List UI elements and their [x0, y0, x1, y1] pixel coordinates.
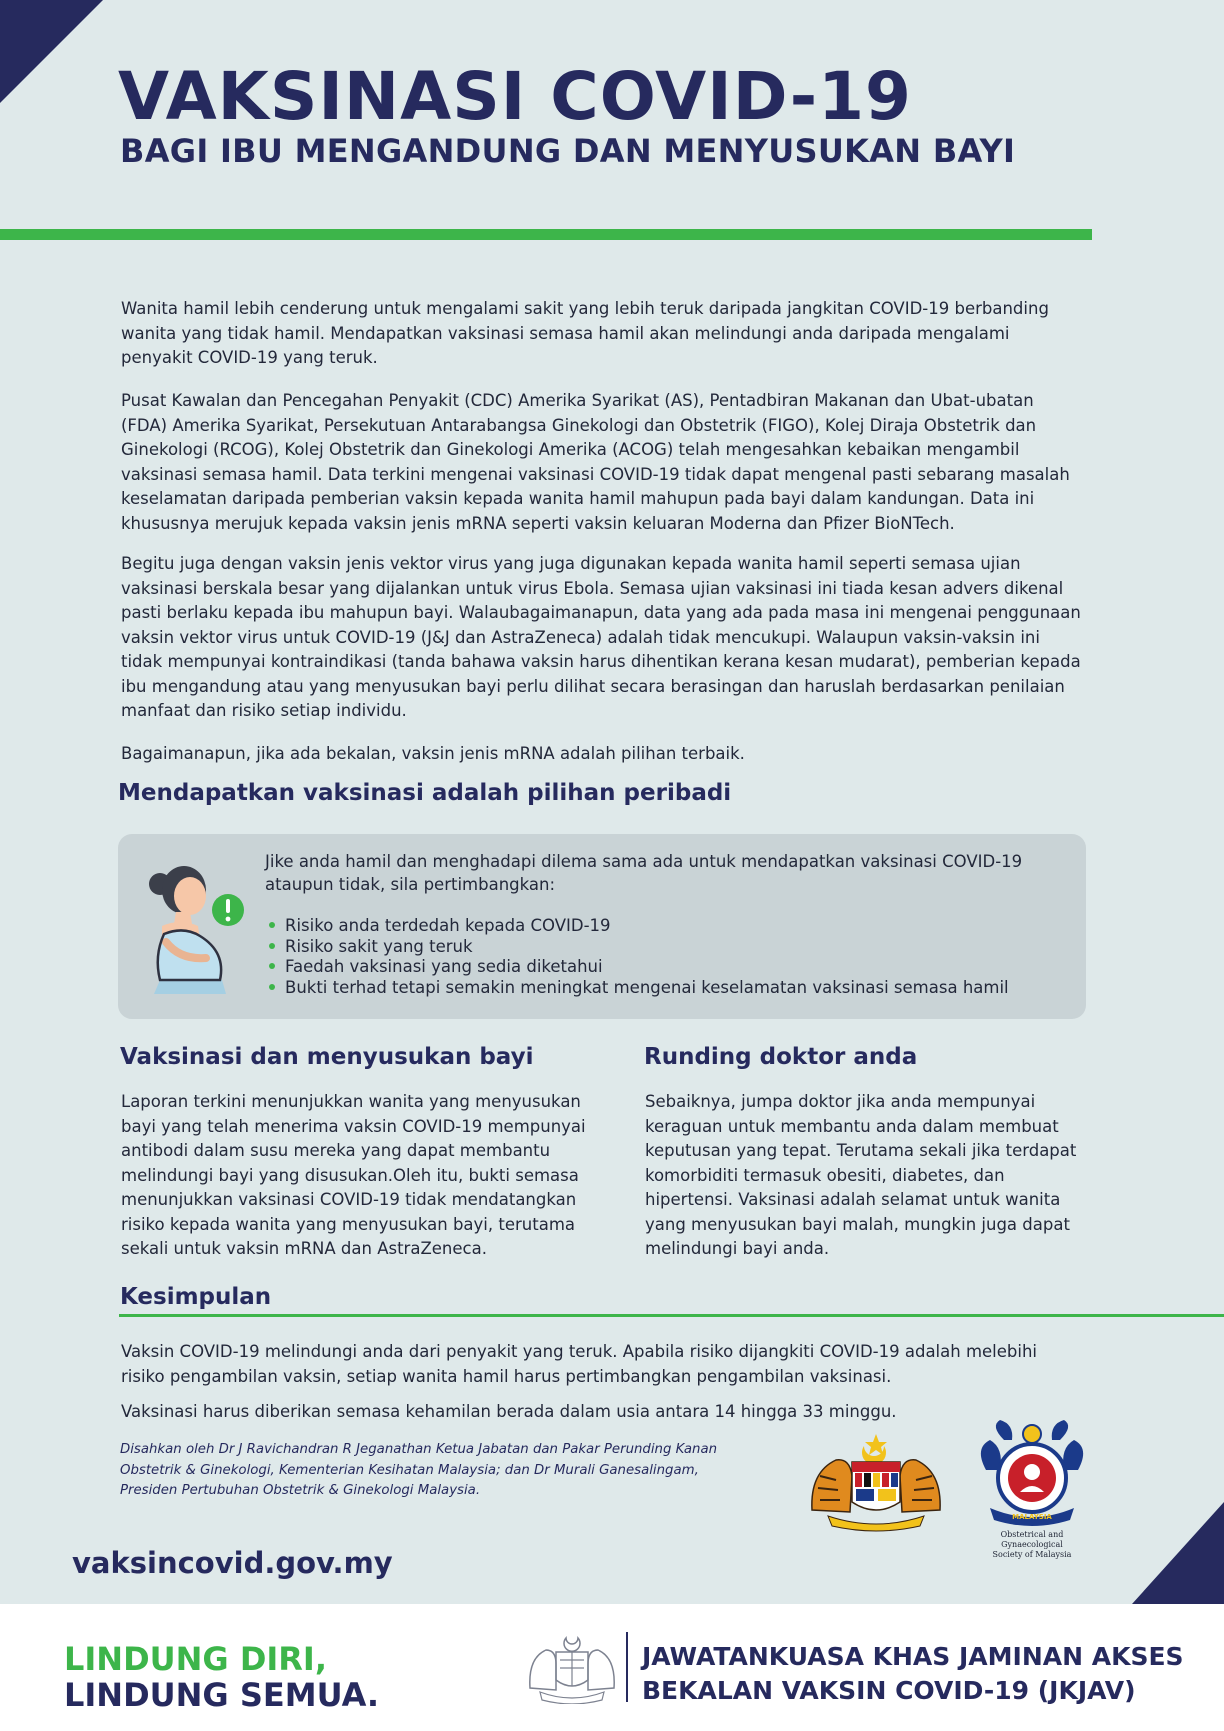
intro-paragraph-1: Wanita hamil lebih cenderung untuk mengalami sakit yang lebih teruk daripada jangkitan COVID-19 berbanding wanita yang tidak hamil. Mendapatkan vaksinasi semasa hamil akan melindungi anda daripada mengalami penyakit COVID-19 yang teruk. [121, 299, 1049, 367]
list-item-label: Faedah vaksinasi yang sedia diketahui [285, 957, 603, 976]
corner-triangle-top-left [0, 0, 103, 103]
choice-callout [118, 834, 1086, 1019]
intro-paragraph-2: Pusat Kawalan dan Pencegahan Penyakit (CDC) Amerika Syarikat (AS), Pentadbiran Makanan dan Ubat-ubatan (FDA) Amerika Syarikat, Persekutuan Antarabangsa Ginekologi dan Obstetrik (FIGO), Kolej Diraja Obstetrik dan Ginekologi (RCOG), Kolej Obstetrik dan Ginekologi Amerika (ACOG) telah mengesahkan kebaikan mengambil vaksinasi semasa hamil. Data terkini mengenai vaksinasi COVID-19 tidak dapat mengenal pasti sebarang masalah keselamatan daripada pemberian vaksin kepada wanita hamil mahupun pada bayi dalam kandungan. Data ini khususnya merujuk kepada vaksin jenis mRNA seperti vaksin keluaran Moderna dan Pfizer BioNTech. [121, 391, 1070, 533]
list-item [265, 957, 1009, 978]
ogsm-logo-icon [970, 1418, 1094, 1530]
ogsm-logo [970, 1418, 1094, 1558]
header-divider [0, 229, 1092, 240]
choice-intro: Jike anda hamil dan menghadapi dilema sama ada untuk mendapatkan vaksinasi COVID-19 ataupun tidak, sila pertimbangkan: [265, 852, 1023, 894]
ogsm-caption-line-2: Society of Malaysia [992, 1550, 1072, 1559]
list-item-label: Bukti terhad tetapi semakin meningkat mengenai keselamatan vaksinasi semasa hamil [285, 977, 1009, 997]
conclusion-paragraph-2: Vaksinasi harus diberikan semasa kehamilan berada dalam usia antara 14 hingga 33 minggu. [121, 1402, 897, 1421]
list-item [265, 916, 1009, 937]
committee-line-2: BEKALAN VAKSIN COVID-19 (JKJAV) [642, 1676, 1136, 1705]
svg-text:MALAYSIA: MALAYSIA [1012, 1513, 1052, 1521]
list-item-label: Risiko anda terdedah kepada COVID-19 [285, 916, 611, 935]
conclusion-divider [119, 1314, 1224, 1317]
breastfeeding-heading: Vaksinasi dan menyusukan bayi [120, 1044, 534, 1070]
choice-heading: Mendapatkan vaksinasi adalah pilihan peribadi [118, 780, 732, 806]
footer-divider [626, 1632, 628, 1702]
pregnant-woman-icon [140, 856, 250, 996]
choice-list [265, 916, 1009, 998]
breastfeeding-body: Laporan terkini menunjukkan wanita yang menyusukan bayi yang telah menerima vaksin COVID-19 mempunyai antibodi dalam susu mereka yang dapat membantu melindungi bayi yang disusukan.Oleh itu, bukti semasa menunjukkan vaksinasi COVID-19 tidak mendatangkan risiko kepada wanita yang menyusukan bayi, terutama sekali untuk vaksin mRNA dan AstraZeneca. [121, 1092, 586, 1258]
list-item-label: Risiko sakit yang teruk [285, 936, 473, 956]
slogan-line-1: LINDUNG DIRI, [64, 1640, 327, 1678]
committee-line-1: JAWATANKUASA KHAS JAMINAN AKSES [642, 1642, 1184, 1671]
ogsm-caption [970, 1530, 1094, 1560]
doctor-heading: Runding doktor anda [644, 1044, 918, 1070]
list-item [265, 937, 1009, 958]
bullet-icon [269, 984, 275, 990]
malaysia-coat-of-arms-icon [806, 1432, 946, 1532]
malaysia-coat-of-arms-icon [526, 1630, 618, 1704]
bullet-icon [269, 963, 275, 969]
page-subtitle: BAGI IBU MENGANDUNG DAN MENYUSUKAN BAYI [120, 132, 1016, 170]
intro-paragraph-4: Bagaimanapun, jika ada bekalan, vaksin jenis mRNA adalah pilihan terbaik. [121, 744, 745, 763]
slogan-line-2: LINDUNG SEMUA. [64, 1676, 380, 1714]
bullet-icon [269, 943, 275, 949]
intro-paragraph-3: Begitu juga dengan vaksin jenis vektor virus yang juga digunakan kepada wanita hamil seperti semasa ujian vaksinasi berskala besar yang dijalankan untuk virus Ebola. Semasa ujian vaksinasi ini tiada kesan advers dikenal pasti berlaku kepada ibu mahupun bayi. Walaubagaimanapun, data yang ada pada masa ini mengenai penggunaan vaksin vektor virus untuk COVID-19 (J&J dan AstraZeneca) adalah tidak mencukupi. Walaupun vaksin-vaksin ini tidak mempunyai kontraindikasi (tanda bahawa vaksin harus dihentikan kerana kesan mudarat), pemberian kepada ibu mengandung atau yang menyusukan bayi perlu dilihat secara berasingan dan haruslah berdasarkan penilaian manfaat dan risiko setiap individu. [121, 554, 1081, 720]
endorsement-note: Disahkan oleh Dr J Ravichandran R Jeganathan Ketua Jabatan dan Pakar Perunding Kanan Obstetrik & Ginekologi, Kementerian Kesihatan Malaysia; dan Dr Murali Ganesalingam, Presiden Pertubuhan Obstetrik & Ginekologi Malaysia. [120, 1442, 718, 1498]
doctor-body: Sebaiknya, jumpa doktor jika anda mempunyai keraguan untuk membantu anda dalam membuat keputusan yang tepat. Terutama sekali jika terdapat komorbiditi termasuk obesiti, diabetes, dan hipertensi. Vaksinasi adalah selamat untuk wanita yang menyusukan bayi malah, mungkin juga dapat melindungi bayi anda. [645, 1092, 1077, 1258]
ogsm-caption-line-1: Obstetrical and Gynaecological [1000, 1530, 1064, 1549]
corner-triangle-bottom-right [1132, 1502, 1224, 1604]
bullet-icon [269, 922, 275, 928]
footer-bar [0, 1604, 1224, 1731]
conclusion-paragraph-1: Vaksin COVID-19 melindungi anda dari penyakit yang teruk. Apabila risiko dijangkiti COVID-19 adalah melebihi risiko pengambilan vaksin, setiap wanita hamil harus pertimbangkan pengambilan vaksinasi. [121, 1342, 1038, 1386]
website-link[interactable]: vaksincovid.gov.my [72, 1546, 393, 1580]
page-title: VAKSINASI COVID-19 [118, 58, 912, 135]
conclusion-heading: Kesimpulan [120, 1284, 272, 1310]
list-item [265, 978, 1009, 999]
